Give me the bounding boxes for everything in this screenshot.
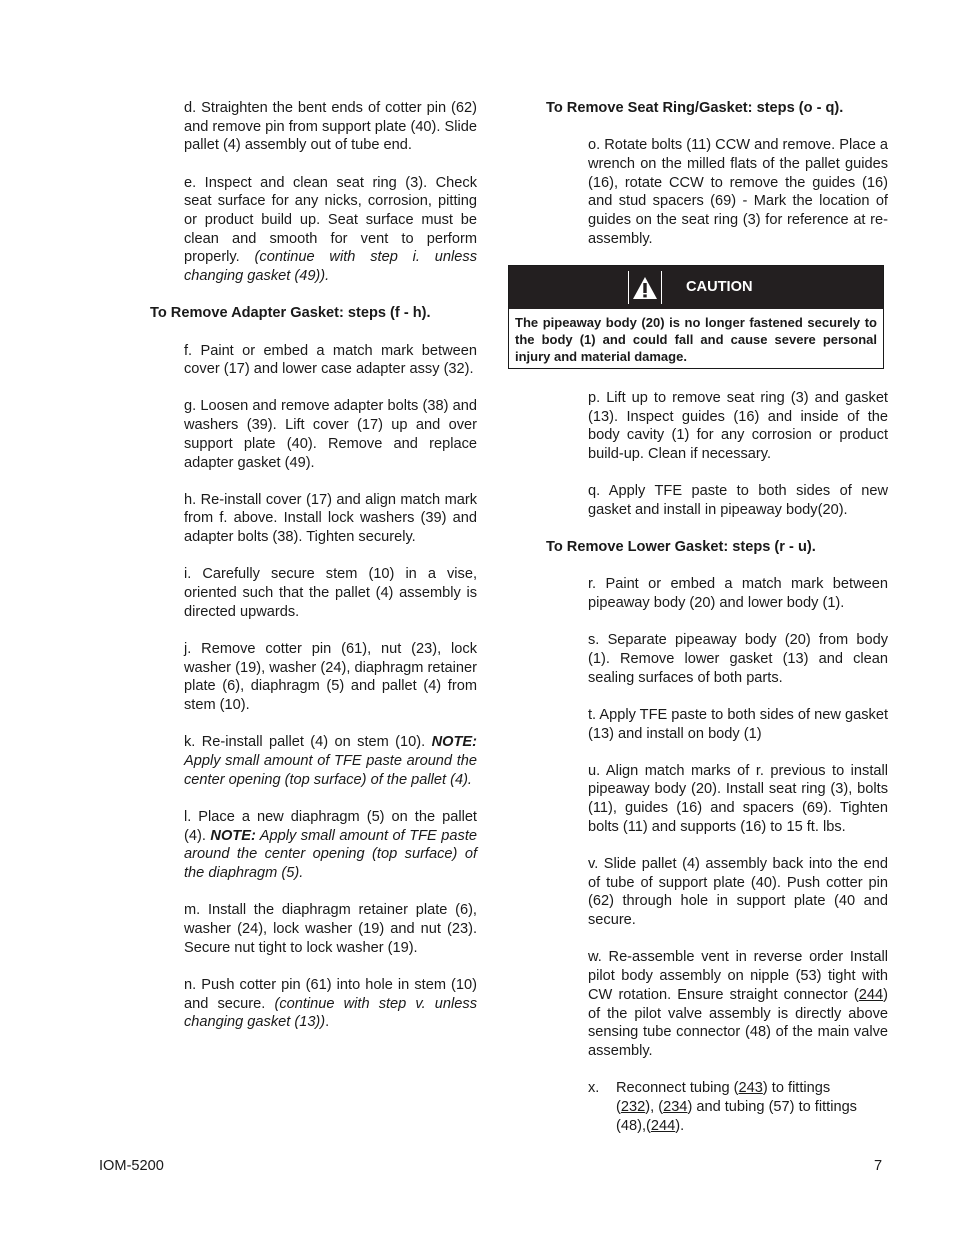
step-l-text: l. Place a new diaphragm (5) on the pallet (4). — [184, 808, 477, 844]
heading-seat-ring: To Remove Seat Ring/Gasket: steps (o - q). — [546, 100, 844, 116]
step-f: f. Paint or embed a match mark between cover (17) and lower case adapter assy (32). — [184, 342, 477, 378]
warning-icon-box — [628, 271, 662, 304]
step-x-line-2 — [616, 1098, 888, 1117]
step-h: h. Re-install cover (17) and align match mark from f. above. Install lock washers (39) and adapter bolts (38). Tighten securely. — [184, 491, 477, 546]
step-m: m. Install the diaphragm retainer plate (6), washer (24), lock washer (19) and nut (23). Secure nut tight to lock washer (19). — [184, 902, 477, 956]
caution-header — [509, 266, 883, 309]
footer-page-number: 7 — [874, 1158, 883, 1174]
step-q: q. Apply TFE paste to both sides of new gasket and install in pipeaway body(20). — [588, 483, 888, 518]
step-x-text-a: Reconnect tubing ( — [616, 1080, 739, 1097]
step-l-note-label: NOTE: — [210, 827, 256, 844]
step-x-text-g: ). — [675, 1117, 685, 1134]
step-x-ref-232: 232 — [620, 1098, 646, 1115]
step-e — [184, 174, 477, 286]
warning-icon — [632, 276, 658, 300]
step-k — [184, 733, 477, 789]
step-x-text-d: ), ( — [645, 1098, 664, 1115]
caution-title: CAUTION — [686, 278, 753, 295]
heading-lower-gasket: To Remove Lower Gasket: steps (r - u). — [546, 539, 816, 556]
step-k-note-label: NOTE: — [431, 734, 477, 751]
left-column — [150, 99, 477, 1050]
step-u: u. Align match marks of r. previous to install pipeaway body (20). Install seat ring (3), bolts (11), guides (16) and spacers (69). Tighten bolts (11) and supports (16) to 15 ft. lbs. — [588, 762, 888, 835]
step-k-note: Apply small amount of TFE paste around the center opening (top surface) of the pallet (4). — [184, 752, 477, 788]
step-e-note: (continue with step i. unless changing gasket (49)). — [184, 249, 477, 285]
step-i: i. Carefully secure stem (10) in a vise, oriented such that the pallet (4) assembly is directed upwards. — [184, 566, 477, 620]
caution-text: The pipeaway body (20) is no longer fastened securely to the body (1) and could fall and cause severe personal injury and material damage. — [515, 314, 877, 364]
step-x-text-b: ) to fittings — [762, 1080, 831, 1097]
step-l — [184, 808, 477, 883]
step-s: s. Separate pipeaway body (20) from body (1). Remove lower gasket (13) and clean sealing surfaces of both parts. — [588, 632, 888, 686]
step-l-note: Apply small amount of TFE paste around the center opening (top surface) of the diaphragm (5). — [184, 827, 477, 881]
step-n-note: (continue with step v. unless changing gasket (13)) — [184, 995, 477, 1031]
step-e-text: e. Inspect and clean seat ring (3). Check seat surface for any nicks, corrosion, pitting or product build up. Seat surface must be clean and smooth for vent to perform properly. — [184, 174, 477, 266]
step-x-line-3 — [616, 1117, 888, 1136]
right-column — [508, 99, 888, 1135]
footer-doc-id: IOM-5200 — [99, 1158, 164, 1174]
step-x-text-f: (48),( — [616, 1117, 651, 1134]
step-x-label: x. — [588, 1080, 600, 1097]
step-x-ref-244: 244 — [650, 1117, 676, 1134]
step-n-text: n. Push cotter pin (61) into hole in stem (10) and secure. — [184, 976, 477, 1012]
step-x-ref-234: 234 — [663, 1098, 688, 1115]
step-j: j. Remove cotter pin (61), nut (23), lock washer (19), washer (24), diaphragm retainer plate (6), diaphragm (5) and pallet (4) from stem (10). — [184, 640, 477, 714]
step-x-line-1 — [588, 1079, 888, 1098]
step-t: t. Apply TFE paste to both sides of new gasket (13) and install on body (1) — [588, 706, 888, 742]
step-n-end: . — [325, 1014, 330, 1031]
step-n — [184, 976, 477, 1032]
step-x — [588, 1079, 888, 1135]
step-w-text-a: w. Re-assemble vent in reverse order Install pilot body assembly on nipple (53) tight with CW rotation. Ensure straight connector ( — [588, 949, 888, 1003]
step-d: d. Straighten the bent ends of cotter pin (62) and remove pin from support plate (40). Slide pallet (4) assembly out of tube end. — [184, 100, 477, 154]
caution-box — [508, 265, 884, 369]
step-x-ref-243: 243 — [738, 1080, 763, 1097]
step-w — [588, 948, 888, 1060]
step-g: g. Loosen and remove adapter bolts (38) and washers (39). Lift cover (17) up and over support plate (40). Remove and replace adapter gasket (49). — [184, 398, 477, 471]
step-w-ref: 244 — [858, 986, 884, 1003]
step-x-text-e: ) and tubing (57) to fittings — [687, 1098, 857, 1115]
step-v: v. Slide pallet (4) assembly back into the end of tube of support plate (40). Push cotter pin (62) through hole in support plate (40 and secure. — [588, 856, 888, 929]
step-w-text-b: ) of the pilot valve assembly is directly above sensing tube connector (48) of the main valve assembly. — [588, 986, 888, 1059]
step-k-text: k. Re-install pallet (4) on stem (10). — [184, 734, 432, 751]
heading-adapter-gasket: To Remove Adapter Gasket: steps (f - h). — [150, 305, 431, 322]
step-r: r. Paint or embed a match mark between pipeaway body (20) and lower body (1). — [588, 576, 888, 612]
step-p: p. Lift up to remove seat ring (3) and gasket (13). Inspect guides (16) and inside of the body cavity (1) for any corrosion or product build-up. Clean if necessary. — [588, 389, 888, 463]
step-x-text-c: ( — [616, 1098, 621, 1115]
step-o: o. Rotate bolts (11) CCW and remove. Place a wrench on the milled flats of the pallet guides (16), rotate CCW to remove the guides (16) and stud spacers (69) - Mark the location of guides on the seat ring (3) for reference at re-assembly. — [588, 137, 888, 247]
